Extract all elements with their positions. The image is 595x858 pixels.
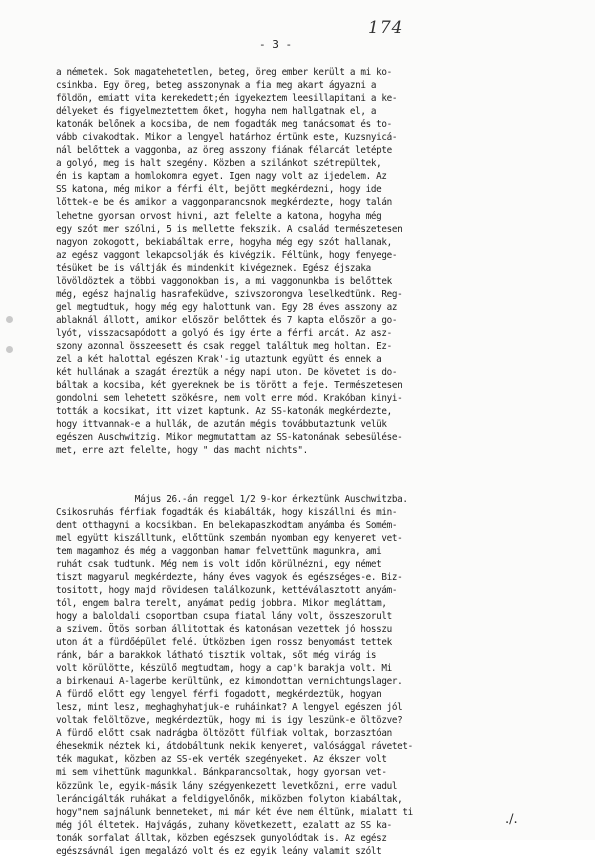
text-line: földön, emiatt vita kerekedett;én igyekeztem leesillapitani a ke- [56,93,398,105]
text-line: met, erre azt felelte, hogy " das macht nichts". [56,445,308,457]
text-line: tositott, hogy majd rövidesen találkozunk, kettéválasztott anyám- [56,584,398,596]
text-line: lesz, mint lesz, meghaghyhatjuk-e ruháinkat? A lengyel egészen jól [56,702,403,714]
text-line: mel együtt kiszálltunk, előttünk szembán nyomban egy kenyeret vet- [56,532,403,544]
text-line: Csikosruhás férfiak fogadták és kiabálták, hogy kiszállni és min- [56,506,398,518]
text-line: báltak a kocsiba, két gyereknek be is törött a feje. Természetesen [56,380,403,392]
text-line: egy szót mer szólni, 5 is mellette fekszik. A család természetesen [56,223,403,235]
text-line: leráncigálták ruhákat a feldigyelőnők, miközben folyton kiabáltak, [56,793,403,805]
punch-hole-mark [6,316,13,323]
text-line: az egész vaggont lekapcsolják és kivégzik. Féltünk, hogy fenyege- [56,249,398,261]
text-line: én is kaptam a homlokomra egyet. Igen nagy volt az ijedelem. Az [56,171,387,183]
text-line: egészen Auschwitzig. Mikor megmutattam az SS-katonának sebesülése- [56,432,403,444]
text-line: zel a két halottal egészen Krak'-ig utaztunk együtt és ennek a [56,354,382,366]
text-line: voltak felöltözve, megkérdeztük, hogy mi is igy leszünk-e öltözve? [56,715,403,727]
text-line: A fürdő előtt egy lengyel férfi fogadott, megkérdeztük, hogyan [56,689,382,701]
text-line: ránk, bár a barakkok látható tisztik voltak, sőt még virág is [56,650,377,662]
text-line: szony azonnal összeesett és csak reggel találtuk meg holtan. Ez- [56,340,392,352]
text-line: hogy ittvannak-e a hullák, de azután mégis továbbutaztunk velük [56,419,387,431]
text-line: a németek. Sok magatehetetlen, beteg, öreg ember került a mi ko- [56,67,392,78]
text-line: Május 26.-án reggel 1/2 9-kor érkeztünk Auschwitzba. [56,493,408,505]
text-line: tem magamhoz és még a vaggonban hamar felvettünk magunkra, ami [56,545,382,557]
text-line: tésüket be is váltják és mindenkit kivégeznek. Egész éjszaka [56,262,371,274]
text-line: lövöldöztek a többi vaggonokban is, a mi vaggonunkba is belőttek [56,275,392,287]
text-line: ték magukat, közben az SS-ek verték szegényeket. Az ékszer volt [56,754,387,766]
text-line: tották a kocsikat, itt vizet kaptunk. Az SS-katonák megkérdezte, [56,406,392,418]
text-line: lehetne gyorsan orvost hivni, azt felelte a katona, hogyha még [56,210,382,222]
text-line: tiszt magyarul megkérdezte, hány éves vagyok és egészséges-e. Biz- [56,571,403,583]
text-line: katonák belőnek a kocsiba, de nem fogadták meg tanácsomat és to- [56,119,392,131]
text-line: délyeket és figyelmeztettem őket, hogyha nem hallgatnak el, a [56,106,377,118]
text-line: SS katona, még mikor a férfi élt, bejött megkérdezni, hogy ide [56,184,382,196]
text-line: dent otthagyni a kocsikban. En belekapaszkodtam anyámba és Somém- [56,519,398,531]
text-line: a golyó, meg is halt szegény. Közben a szilánkot szétrepültek, [56,158,382,170]
text-line: még jól éltetek. Hajvágás, zuhany következett, ezalatt az SS ka- [56,819,392,831]
text-line: tonák sorfalat álltak, közben egészsek gunyolódtak is. Az egész [56,832,387,844]
text-line: mi sem vihettünk magunkkal. Bánkparancsoltak, hogy gyorsan vet- [56,767,387,779]
typed-page-number: - 3 - [259,38,293,51]
continuation-mark: ./. [505,812,518,827]
text-line: volt körülötte, készülő megtudtam, hogy a cap'k barakja volt. Mi [56,663,392,675]
text-line: gel megtudtuk, hogy még egy halottunk van. Egy 28 éves asszony az [56,301,398,313]
text-line: hogy a baloldali csoportban csupa fiatal lány volt, összeszorult [56,610,392,622]
text-line: két hullának a szagát éreztük a négy napi uton. De követet is do- [56,367,398,379]
text-line: közzünk le, egyik-másik lány szégyenkezett levetkőzni, erre vadul [56,780,398,792]
bleed-through-text [170,54,520,64]
text-line: vább civakodtak. Mikor a lengyel határhoz értünk este, Kuzsnyicá- [56,132,398,144]
text-line: még, egész hajnalig hasrafeküdve, szivszorongva leselkedtünk. Reg- [56,288,403,300]
punch-hole-mark [6,346,13,353]
text-line: a birkenaui A-lagerbe kerültünk, ez kimondottan vernichtungslager. [56,676,403,688]
text-line: uton át a fürdőépület felé. Útközben igen rossz benyomást tettek [56,637,392,649]
text-line [56,457,576,470]
text-line: lyót, visszacsapódott a golyó és igy érte a férfi arcát. Az asz- [56,327,392,339]
text-line: gondolni sem lehetett szökésre, nem volt erre mód. Krakóban kinyi- [56,393,403,405]
handwritten-page-number: 174 [368,18,404,38]
text-line: lőttek-e be és amikor a vaggonparancsnok megkérdezte, hogy talán [56,197,392,209]
text-line: csinkba. Egy öreg, beteg asszonynak a fia meg akart ágyazni a [56,80,377,92]
text-line: nál belőttek a vaggonba, az öreg asszony fiának félarcát letépte [56,145,392,157]
text-line: hogy"nem sajnálunk benneteket, mi már két éve nem éltünk, mialatt ti [56,806,413,818]
paragraph-gap [56,484,576,493]
text-line: nagyon zokogott, bekiabáltak erre, hogyha még egy szót hallanak, [56,236,392,248]
text-line: a szivem. Ötös sorban állitottak és katonásan vezettek jó hosszu [56,623,392,635]
text-line: ablaknál állott, amikor először belőttek és 7 kapta először a go- [56,314,398,326]
typewritten-body [56,66,576,858]
text-line: egészsávnál igen megalázó volt és ez egyik leány valamit szólt [56,845,382,857]
text-line: ruhát csak tudtunk. Még nem is volt időn körülnézni, egy német [56,558,382,570]
text-line: A fürdő előtt csak nadrágba öltözött fülfiak voltak, borzasztóan [56,728,392,740]
text-line: tól, engem balra terelt, anyámat pedig jobbra. Mikor megláttam, [56,597,387,609]
text-line [56,470,576,483]
text-line: éhesekmik néztek ki, átdobáltunk nekik kenyeret, valósággal rávetet- [56,741,413,753]
